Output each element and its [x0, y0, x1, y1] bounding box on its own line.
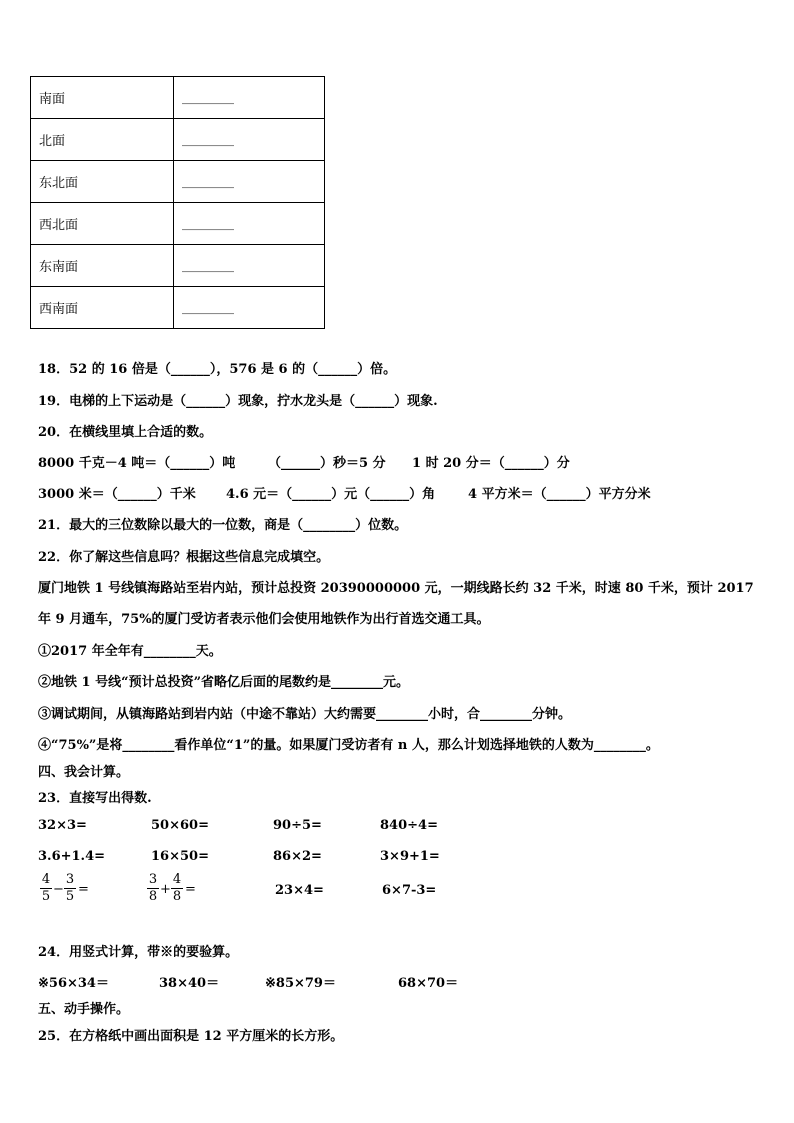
- question-18: 18．52 的 16 倍是（______），576 是 6 的（______）倍。: [38, 362, 397, 377]
- calc-item: 50×60=: [151, 818, 209, 833]
- calc-item: 86×2=: [273, 849, 322, 864]
- vertical-calc-item: ※56×34＝: [38, 976, 109, 991]
- direction-label: 北面: [31, 119, 174, 161]
- question-22-paragraph: 厦门地铁 1 号线镇海路站至岩内站，预计总投资 20390000000 元，一期线路长约 32 千米，时速 80 千米，预计 2017: [38, 581, 754, 596]
- vertical-calc-item: 38×40＝: [159, 976, 220, 991]
- fraction: 3 8: [148, 872, 158, 904]
- question-22-sub-4: ④“75%”是将________看作单位“1”的量。如果厦门受访者有 n 人，那么计划选择地铁的人数为________。: [38, 738, 659, 753]
- table-row: [31, 161, 325, 203]
- answer-blank: ________: [174, 245, 325, 287]
- table-row: [31, 203, 325, 245]
- fraction: 4 5: [41, 872, 51, 904]
- question-22-sub-1: ①2017 年全年有________天。: [38, 644, 222, 659]
- question-20-item: 3000 米＝（______）千米: [38, 487, 196, 502]
- calc-item: 16×50=: [151, 849, 209, 864]
- operator: +: [160, 882, 171, 897]
- fraction: 4 8: [172, 872, 182, 904]
- question-20-item: 4.6 元＝（______）元（______）角: [226, 487, 436, 502]
- question-20-item: 1 时 20 分＝（______）分: [412, 456, 570, 471]
- table-row: [31, 119, 325, 161]
- question-22-sub-3: ③调试期间，从镇海路站到岩内站（中途不靠站）大约需要________小时，合________分钟。: [38, 707, 572, 722]
- operator: −: [53, 882, 64, 897]
- calc-item: 23×4=: [275, 883, 324, 898]
- section-5-heading: 五、动手操作。: [38, 1002, 130, 1017]
- table-row: [31, 77, 325, 119]
- direction-label: 西南面: [31, 287, 174, 329]
- direction-label: 南面: [31, 77, 174, 119]
- calc-item: 3×9+1=: [380, 849, 440, 864]
- question-22-paragraph: 年 9 月通车，75%的厦门受访者表示他们会使用地铁作为出行首选交通工具。: [38, 612, 490, 627]
- fraction: 3 5: [65, 872, 75, 904]
- question-20-item: 8000 千克－4 吨＝（______）吨: [38, 456, 236, 471]
- calc-item: 32×3=: [38, 818, 87, 833]
- direction-label: 西北面: [31, 203, 174, 245]
- calc-item: 90÷5=: [273, 818, 322, 833]
- calc-item: 840÷4=: [380, 818, 438, 833]
- question-24: 24．用竖式计算，带※的要验算。: [38, 945, 239, 960]
- section-4-heading: 四、我会计算。: [38, 765, 130, 780]
- answer-blank: ________: [174, 77, 325, 119]
- table-row: [31, 287, 325, 329]
- direction-table: [30, 76, 325, 329]
- calc-item: 3.6+1.4=: [38, 849, 106, 864]
- question-20: 20．在横线里填上合适的数。: [38, 425, 213, 440]
- question-22-sub-2: ②地铁 1 号线“预计总投资”省略亿后面的尾数约是________元。: [38, 675, 410, 690]
- question-25: 25．在方格纸中画出面积是 12 平方厘米的长方形。: [38, 1029, 344, 1044]
- equals: =: [78, 882, 89, 897]
- answer-blank: ________: [174, 203, 325, 245]
- answer-blank: ________: [174, 287, 325, 329]
- answer-blank: ________: [174, 161, 325, 203]
- calc-item: 6×7-3=: [382, 883, 437, 898]
- direction-label: 东北面: [31, 161, 174, 203]
- question-23: 23．直接写出得数.: [38, 791, 152, 806]
- question-19: 19．电梯的上下运动是（______）现象，拧水龙头是（______）现象.: [38, 394, 438, 409]
- question-20-item: （______）秒＝5 分: [268, 456, 386, 471]
- equals: =: [185, 882, 196, 897]
- vertical-calc-item: 68×70＝: [398, 976, 459, 991]
- answer-blank: ________: [174, 119, 325, 161]
- question-22: 22．你了解这些信息吗？根据这些信息完成填空。: [38, 550, 330, 565]
- direction-label: 东南面: [31, 245, 174, 287]
- question-21: 21．最大的三位数除以最大的一位数，商是（________）位数。: [38, 518, 408, 533]
- question-20-item: 4 平方米＝（______）平方分米: [468, 487, 651, 502]
- table-row: [31, 245, 325, 287]
- vertical-calc-item: ※85×79＝: [265, 976, 336, 991]
